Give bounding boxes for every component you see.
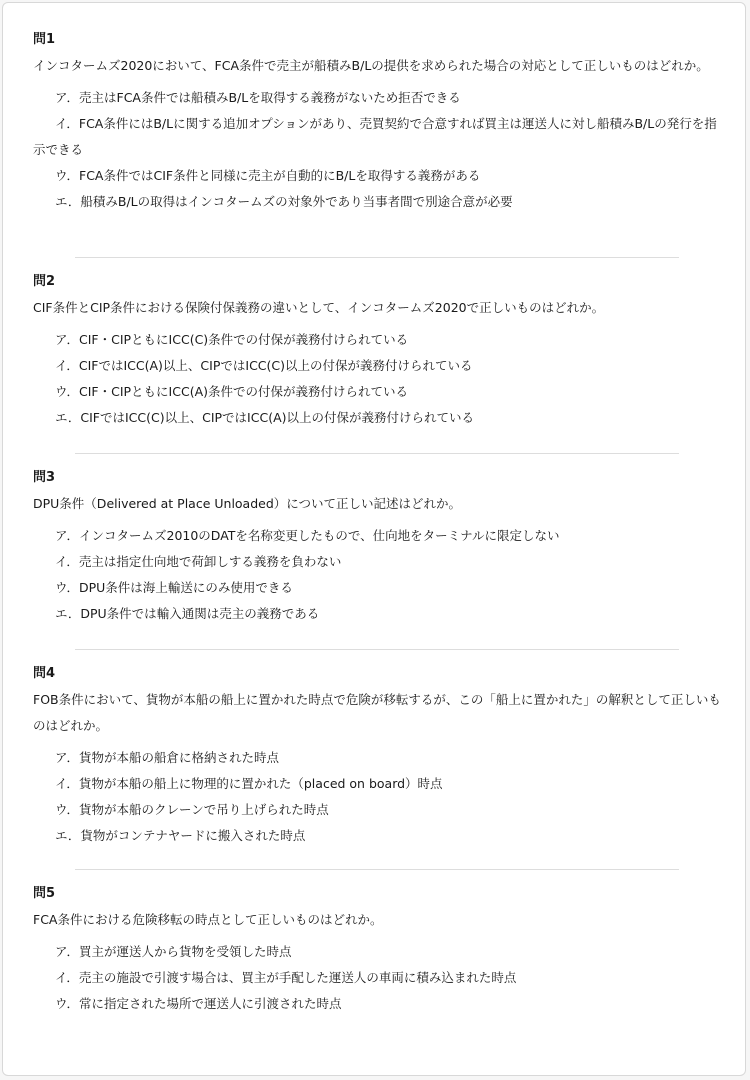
question-1	[33, 31, 723, 215]
question-number: 問2	[33, 274, 56, 289]
question-4	[33, 665, 723, 849]
choice-item: イ．売主は指定仕向地で荷卸しする義務を負わない	[55, 554, 342, 569]
choice-item: ウ．常に指定された場所で運送人に引渡された時点	[55, 996, 342, 1011]
choice-item: エ．DPU条件では輸入通関は売主の義務である	[55, 606, 320, 621]
choice-item: エ．貨物がコンテナヤードに搬入された時点	[55, 828, 306, 843]
choice-item: イ．CIFではICC(A)以上、CIPではICC(C)以上の付保が義務付けられている	[55, 358, 473, 373]
choice-list	[33, 523, 723, 627]
choice-item: ア．インコタームズ2010のDATを名称変更したもので、仕向地をターミナルに限定しない	[55, 528, 560, 543]
divider	[75, 453, 679, 454]
choice-list	[33, 939, 723, 1017]
divider	[75, 649, 679, 650]
choice-item: ア．CIF・CIPともにICC(C)条件での付保が義務付けられている	[55, 332, 409, 347]
choice-list	[33, 745, 723, 849]
question-text: DPU条件（Delivered at Place Unloaded）について正しい記述はどれか。	[33, 496, 462, 511]
choice-item: ウ．貨物が本船のクレーンで吊り上げられた時点	[55, 802, 329, 817]
choice-item: イ．貨物が本船の船上に物理的に置かれた（placed on board）時点	[55, 776, 443, 791]
question-number: 問1	[33, 32, 56, 47]
choice-item: イ．FCA条件にはB/Lに関する追加オプションがあり、売買契約で合意すれば買主は運送人に対し船積みB/Lの発行を指示できる	[33, 116, 717, 157]
choice-item: ウ．CIF・CIPともにICC(A)条件での付保が義務付けられている	[55, 384, 409, 399]
choice-item: エ．船積みB/Lの取得はインコタームズの対象外であり当事者間で別途合意が必要	[55, 194, 513, 209]
divider	[75, 869, 679, 870]
choice-item: イ．売主の施設で引渡す場合は、買主が手配した運送人の車両に積み込まれた時点	[55, 970, 517, 985]
choice-item: ア．買主が運送人から貨物を受領した時点	[55, 944, 292, 959]
question-number: 問5	[33, 886, 56, 901]
question-text: インコタームズ2020において、FCA条件で売主が船積みB/Lの提供を求められた場合の対応として正しいものはどれか。	[33, 58, 709, 73]
choice-list	[33, 85, 723, 215]
question-5	[33, 885, 723, 1017]
question-3	[33, 469, 723, 627]
divider	[75, 257, 679, 258]
choice-item: ア．貨物が本船の船倉に格納された時点	[55, 750, 280, 765]
choice-item: ア．売主はFCA条件では船積みB/Lを取得する義務がないため拒否できる	[55, 90, 461, 105]
choice-item: ウ．DPU条件は海上輸送にのみ使用できる	[55, 580, 293, 595]
choice-list	[33, 327, 723, 431]
choice-item: ウ．FCA条件ではCIF条件と同様に売主が自動的にB/Lを取得する義務がある	[55, 168, 481, 183]
question-number: 問4	[33, 666, 56, 681]
question-text: FOB条件において、貨物が本船の船上に置かれた時点で危険が移転するが、この「船上に置かれた」の解釈として正しいものはどれか。	[33, 692, 721, 733]
question-number: 問3	[33, 470, 56, 485]
question-text: CIF条件とCIP条件における保険付保義務の違いとして、インコタームズ2020で正しいものはどれか。	[33, 300, 605, 315]
document-page	[2, 2, 746, 1076]
choice-item: エ．CIFではICC(C)以上、CIPではICC(A)以上の付保が義務付けられている	[55, 410, 475, 425]
question-2	[33, 273, 723, 431]
question-text: FCA条件における危険移転の時点として正しいものはどれか。	[33, 912, 383, 927]
